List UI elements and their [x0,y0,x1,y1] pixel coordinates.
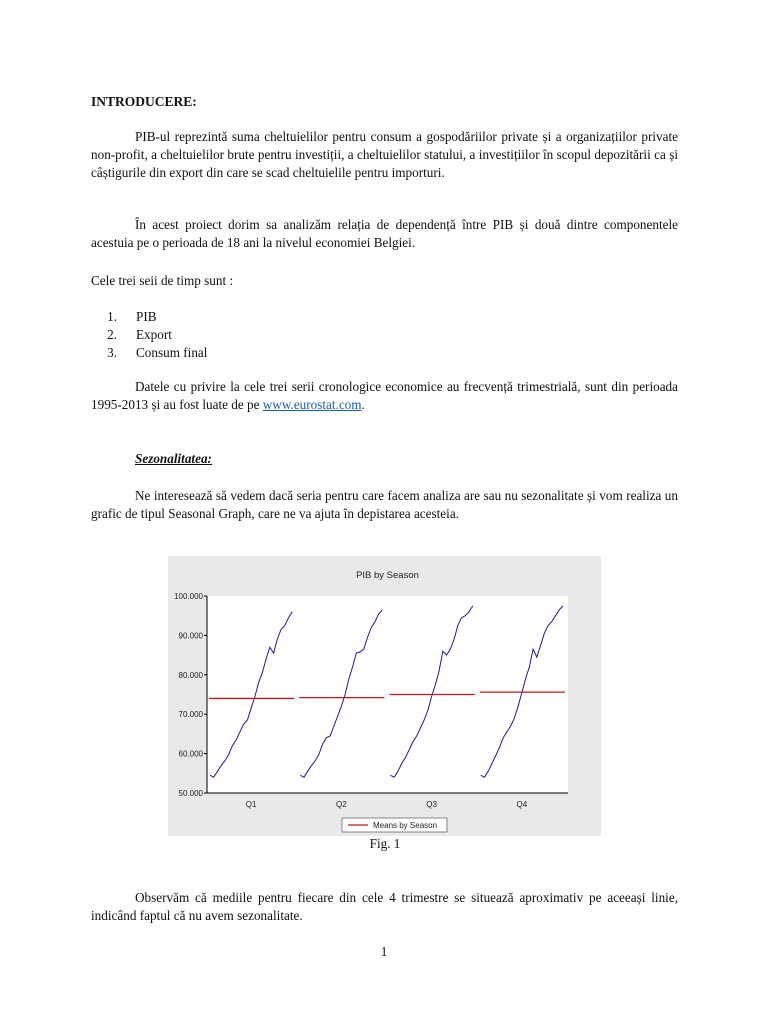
list-number: 3. [107,345,117,360]
y-tick-label: 90.000 [178,631,203,641]
series-list [91,308,207,362]
paragraph-conclusion [91,889,678,925]
x-tick-label: Q1 [245,800,257,809]
x-tick-label: Q2 [336,800,347,809]
seasonal-chart [168,556,601,836]
paragraph-text: Ne interesează să vedem dacă seria pentru care facem analiza are sau nu sezonalitate și vom realiza un grafic de tipul Seasonal Graph, care ne va ajuta în depistarea acesteia. [91,488,678,521]
x-tick-label: Q3 [426,800,437,809]
list-label: Export [136,327,172,342]
y-tick-label: 70.000 [178,710,203,720]
list-number: 2. [107,327,117,342]
eurostat-link[interactable]: www.eurostat.com [262,397,362,412]
paragraph-series-intro [91,272,678,290]
y-tick-label: 60.000 [178,749,203,759]
y-tick-label: 50.000 [178,789,203,798]
chart-title: PIB by Season [356,570,419,581]
list-item [91,308,207,326]
list-label: PIB [136,309,157,324]
paragraph-text-part: Datele cu privire la cele trei serii cronologice economice au frecvență trimestrială, sunt din perioada 1995-2013 și au fost luate de pe [91,379,678,412]
subheading-seasonality: Sezonalitatea: [135,451,212,466]
chart-svg [168,556,601,836]
page-number: 1 [380,944,388,959]
paragraph-text [91,378,678,414]
paragraph-gdp-definition [91,128,678,182]
paragraph-text: În acest proiect dorim sa analizăm relația de dependență între PIB și două dintre componentele acestuia pe o perioada de 18 ani la nivelul economiei Belgiei. [91,217,678,250]
paragraph-text: Cele trei seii de timp sunt : [91,273,234,288]
plot-area [207,596,568,793]
legend-label: Means by Season [373,821,438,830]
x-tick-label: Q4 [516,800,528,809]
section-heading: INTRODUCERE: [91,94,197,109]
list-item [91,344,207,362]
paragraph-text: Observăm că mediile pentru fiecare din cele 4 trimestre se situează aproximativ pe aceeași linie, indicând faptul că nu avem sezonalitate. [91,890,678,923]
paragraph-data-source [91,378,678,414]
list-label: Consum final [136,345,208,360]
paragraph-text: PIB-ul reprezintă suma cheltuielilor pentru consum a gospodăriilor private și a organizațiilor private non-profit, a cheltuielilor brute pentru investiții, a cheltuielilor statului, a investițiilor în scopul depozitării ca și câștigurile din export din care se scad cheltuielile pentru importuri. [91,129,678,180]
paragraph-text-part: . [361,397,365,412]
list-number: 1. [107,309,117,324]
y-tick-label: 80.000 [178,670,203,680]
figure-caption: Fig. 1 [369,836,401,851]
y-tick-label: 100.000 [174,592,203,601]
paragraph-project-aim [91,216,678,252]
list-item [91,326,207,344]
paragraph-seasonality-intent [91,487,678,523]
